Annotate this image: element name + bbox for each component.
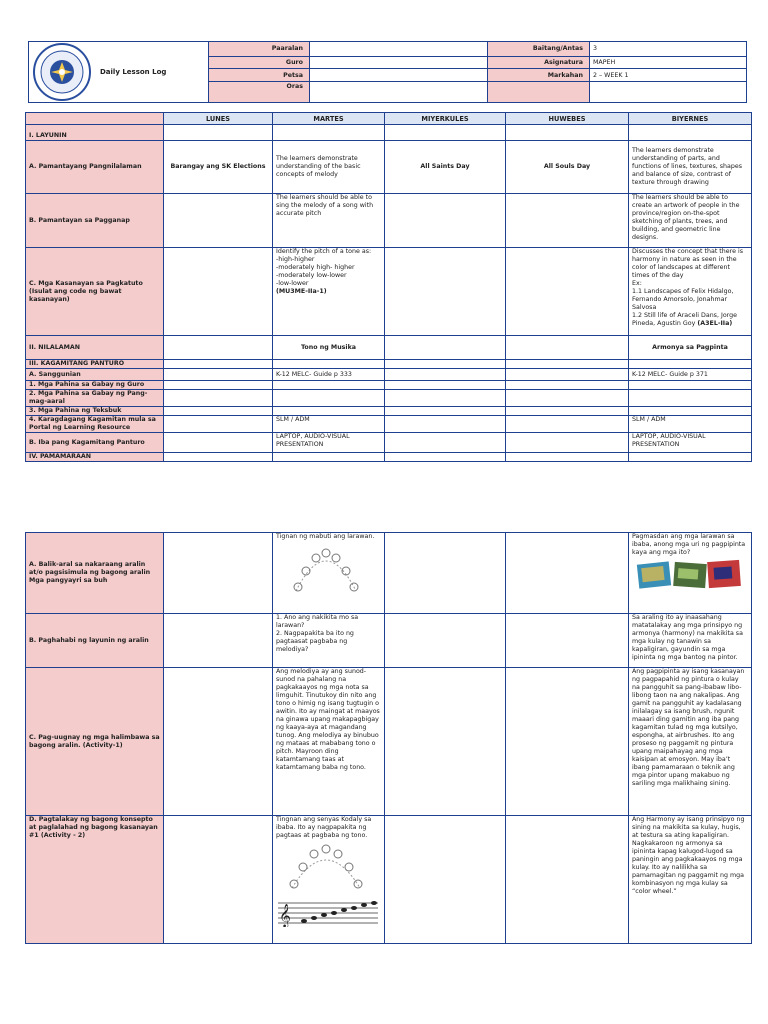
day-header-martes: MARTES: [273, 113, 385, 125]
blank-label: [488, 81, 590, 102]
blank-value[interactable]: [590, 81, 747, 102]
day-header-lunes: LUNES: [164, 113, 273, 125]
cell-martes-karagdagang: SLM / ADM: [273, 416, 385, 433]
row-label-pamantayang-pangnilalaman: A. Pamantayang Pangnilalaman: [26, 141, 164, 194]
corner-header: [26, 113, 164, 125]
paintings-image: [632, 557, 744, 591]
cell-biyernes-b: The learners should be able to create an artwork of people in the province/region on-the-spot sketching of plants, trees, and building, and geometric line designs.: [629, 194, 752, 248]
cell-martes-c: Identify the pitch of a tone as: -high-higher -moderately high- higher -moderately low-lower -low-lower (MU3ME-IIa-1): [273, 248, 385, 336]
cell-martes-iba-pang: LAPTOP, AUDIO-VISUAL PRESENTATION: [273, 433, 385, 453]
date-value[interactable]: [310, 69, 488, 82]
row-label-gabay-mag-aaral: 2. Mga Pahina sa Gabay ng Pang-mag-aaral: [26, 390, 164, 407]
cell-martes-pagtalakay: Tingnan ang senyas Kodaly sa ibaba. Ito ay nagpapakita ng pagtaas at pagbaba ng tono. 𝄞: [273, 816, 385, 944]
cell-martes-a: The learners demonstrate understanding of the basic concepts of melody: [273, 141, 385, 194]
date-label: Petsa: [209, 69, 310, 82]
cell-biyernes-pagtalakay: Ang Harmony ay isang prinsipyo ng sining na makikita sa kulay, hugis, at testura sa ating kapaligiran. Nagkakaroon ng armonya sa ipininta kapag kalugod-lugod sa paningin ang pagkakaayos ng mga kulay. Ito ay nalilikha sa pamamagitan ng paggamit ng mga kombinasyon ng mga kulay sa “color wheel.”: [629, 816, 752, 944]
row-label-paghahabi: B. Paghahabi ng layunin ng aralin: [26, 614, 164, 668]
cell-biyernes-nilalaman: Armonya sa Pagpinta: [629, 336, 752, 360]
kodaly-hand-signs-image: [276, 541, 376, 597]
cell-martes-nilalaman: Tono ng Musika: [273, 336, 385, 360]
cell-martes-paghahabi: 1. Ano ang nakikita mo sa larawan? 2. Nagpapakita ba ito ng pagtaasat pagbaba ng melodiya?: [273, 614, 385, 668]
teacher-label: Guro: [209, 56, 310, 69]
competency-code: (A3EL-IIa): [697, 320, 733, 327]
logo-title-cell: [29, 42, 209, 103]
quarter-value[interactable]: 2 – WEEK 1: [590, 69, 747, 82]
cell-martes-b: The learners should be able to sing the melody of a song with accurate pitch: [273, 194, 385, 248]
music-staff-image: [276, 895, 380, 927]
competency-code: (MU3ME-IIa-1): [276, 288, 327, 295]
grade-value[interactable]: 3: [590, 42, 747, 57]
day-header-huwebes: HUWEBES: [506, 113, 629, 125]
quarter-label: Markahan: [488, 69, 590, 82]
section-pamamaraan: IV. PAMAMARAAN: [26, 453, 164, 462]
day-header-miyerkules: MIYERKULES: [385, 113, 506, 125]
subject-label: Asignatura: [488, 56, 590, 69]
cell-miyerkules-a: All Saints Day: [385, 141, 506, 194]
row-label-balik-aral: A. Balik-aral sa nakaraang aralin at/o pagsisimula ng bagong aralin Mga pangyayri sa buh: [26, 533, 164, 614]
cell-huwebes-a: All Souls Day: [506, 141, 629, 194]
section-kagamitang-panturo: III. KAGAMITANG PANTURO: [26, 360, 164, 369]
kodaly-arc-image: [276, 840, 376, 892]
cell-lunes-a: Barangay ang SK Elections: [164, 141, 273, 194]
time-label: Oras: [209, 81, 310, 102]
cell-biyernes-paghahabi: Sa araling ito ay inaasahang matatalakay ang mga prinsipyo ng armonya (harmony) na makikita sa mga kulay ng tanawin sa kapaligiran, gayundin sa mga ipininta ng mga bantog na pintor.: [629, 614, 752, 668]
cell-martes-balik-aral: Tignan ng mabuti ang larawan.: [273, 533, 385, 614]
cell-biyernes-balik-aral: Pagmasdan ang mga larawan sa ibaba, anong mga uri ng pagpipinta kaya ang mga ito?: [629, 533, 752, 614]
grade-label: Baitang/Antas: [488, 42, 590, 57]
cell-biyernes-karagdagang: SLM / ADM: [629, 416, 752, 433]
cell-biyernes-a: The learners demonstrate understanding of parts, and functions of lines, textures, shapes and balance of size, contrast of texture through drawing: [629, 141, 752, 194]
svg-text:𝄞: 𝄞: [279, 903, 291, 927]
row-label-pamantayan-sa-pagganap: B. Pamantayan sa Pagganap: [26, 194, 164, 248]
row-label-pagtalakay: D. Pagtalakay ng bagong konsepto at paglalahad ng bagong kasanayan #1 (Activity - 2): [26, 816, 164, 944]
cell-biyernes-iba-pang: LAPTOP, AUDIO-VISUAL PRESENTATION: [629, 433, 752, 453]
row-label-sanggunian: A. Sanggunian: [26, 369, 164, 381]
lesson-plan-table-2: [25, 532, 752, 944]
row-label-kasanayan: C. Mga Kasanayan sa Pagkatuto (Isulat ang code ng bawat kasanayan): [26, 248, 164, 336]
cell-biyernes-sanggunian: K-12 MELC- Guide p 371: [629, 369, 752, 381]
cell-martes-sanggunian: K-12 MELC- Guide p 333: [273, 369, 385, 381]
day-header-biyernes: BIYERNES: [629, 113, 752, 125]
cell-martes-pag-uugnay: Ang melodiya ay ang sunod-sunod na pahalang na pagkakaayos ng mga nota sa limguhit. Tinutukoy din nito ang tono o himig ng isang tugtugin o awitin. Ito ay maingat at maayos na ginawa upang makapagbigay ng kaaya-aya at magandang tunog. Ang melodiya ay binubuo ng mataas at mababang tono o pitch. Mayroon ding katamtamang taas at katamtamang baba ng tono.: [273, 668, 385, 816]
teacher-value[interactable]: [310, 56, 488, 69]
school-label: Paaralan: [209, 42, 310, 57]
cell-biyernes-pag-uugnay: Ang pagpipinta ay isang kasanayan ng pagpapahid ng pintura o kulay na pangguhit sa pang-ibabaw libo-libong taon na ang nakalipas. Ang gamit na pangguhit ay kadalasang inilalagay sa isang brush, ngunit maaari ding gamitin ang iba pang kagamitan tulad ng mga kutsilyo, espongha, at airbrushes. Ito ang proseso ng paggamit ng pintura upang maipahayag ang mga kaisipan at emosyon. May iba’t ibang pamamaraan o teknik ang mga pintor upang makabuo ng sariling mga malikhaing sining.: [629, 668, 752, 816]
row-label-pag-uugnay: C. Pag-uugnay ng mga halimbawa sa bagong aralin. (Activity-1): [26, 668, 164, 816]
row-label-iba-pang-kagamitan: B. Iba pang Kagamitang Panturo: [26, 433, 164, 453]
row-label-teksbuk: 3. Mga Pahina ng Teksbuk: [26, 407, 164, 416]
time-value[interactable]: [310, 81, 488, 102]
row-label-nilalaman: II. NILALAMAN: [26, 336, 164, 360]
row-label-gabay-guro: 1. Mga Pahina sa Gabay ng Guro: [26, 381, 164, 390]
subject-value[interactable]: MAPEH: [590, 56, 747, 69]
header-table: [28, 41, 747, 103]
school-value[interactable]: [310, 42, 488, 57]
page-title: Daily Lesson Log: [100, 67, 167, 76]
lesson-plan-table-1: [25, 112, 752, 462]
deped-seal-logo: [32, 42, 92, 102]
cell-biyernes-c: Discusses the concept that there is harmony in nature as seen in the color of landscapes at different times of the day Ex: 1.1 Landscapes of Felix Hidalgo, Fernando Amorsolo, Jonahmar Salvosa 1.2 Still life of Araceli Dans, Jorge Pineda, Agustin Goy (A3EL-IIa): [629, 248, 752, 336]
section-layunin: I. LAYUNIN: [26, 125, 164, 141]
row-label-karagdagang-kagamitan: 4. Karagdagang Kagamitan mula sa Portal ng Learning Resource: [26, 416, 164, 433]
